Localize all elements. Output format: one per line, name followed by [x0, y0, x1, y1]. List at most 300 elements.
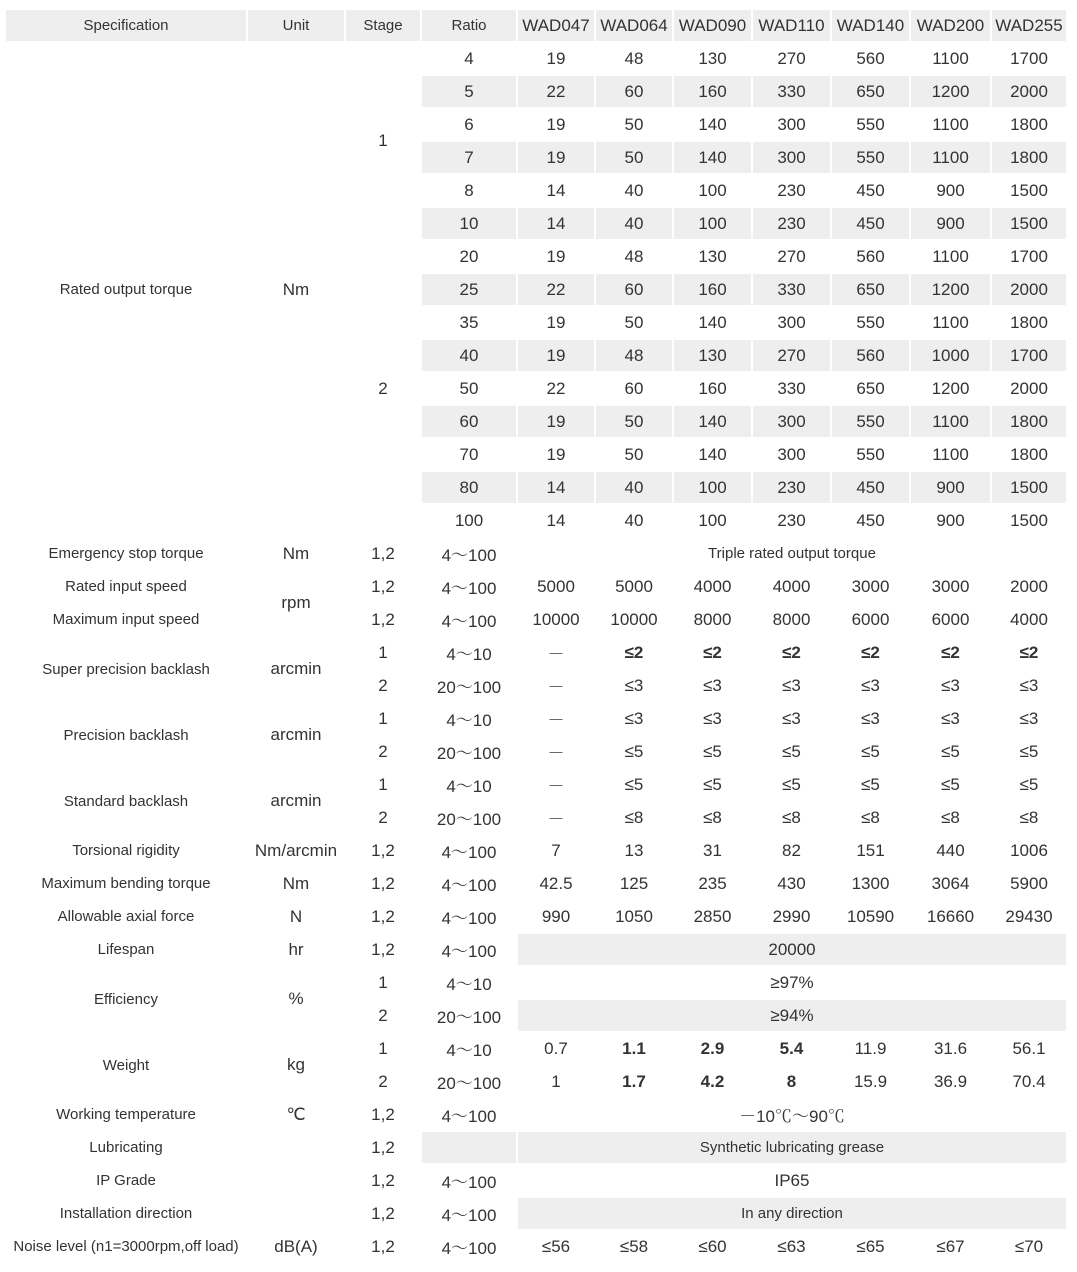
stage-cell: 2 — [346, 241, 420, 536]
value-cell: 2000 — [992, 76, 1066, 107]
value-cell: 450 — [832, 505, 909, 536]
table-row — [6, 538, 1066, 569]
value-cell: 40 — [596, 175, 672, 206]
value-cell: 140 — [674, 307, 751, 338]
value-cell: 3000 — [832, 571, 909, 602]
value-cell: 1100 — [911, 406, 990, 437]
value-cell: 31.6 — [911, 1033, 990, 1064]
unit-cell: rpm — [248, 571, 344, 635]
spec-label: Emergency stop torque — [6, 538, 246, 569]
value-cell: ≤5 — [674, 736, 751, 767]
stage-cell: 1,2 — [346, 835, 420, 866]
value-cell: 19 — [518, 241, 594, 272]
value-cell: 14 — [518, 175, 594, 206]
header-model: WAD140 — [832, 10, 909, 41]
table-row — [6, 703, 1066, 734]
ratio-cell: 4～100 — [422, 604, 516, 635]
value-cell: 100 — [674, 505, 751, 536]
unit-cell: Nm — [248, 43, 344, 536]
value-cell: 29430 — [992, 901, 1066, 932]
value-cell: 270 — [753, 43, 830, 74]
unit-cell: arcmin — [248, 637, 344, 701]
stage-cell: 2 — [346, 802, 420, 833]
value-cell: 48 — [596, 241, 672, 272]
value-cell: In any direction — [518, 1198, 1066, 1229]
header-specification: Specification — [6, 10, 246, 41]
stage-cell: 2 — [346, 670, 420, 701]
ratio-cell: 4～100 — [422, 868, 516, 899]
value-cell: 450 — [832, 208, 909, 239]
value-cell: － — [518, 670, 594, 701]
value-cell: 230 — [753, 175, 830, 206]
value-cell: 140 — [674, 406, 751, 437]
ratio-cell: 6 — [422, 109, 516, 140]
value-cell: 10000 — [596, 604, 672, 635]
unit-cell: ℃ — [248, 1099, 344, 1130]
value-cell: 60 — [596, 274, 672, 305]
value-cell: ≤5 — [832, 736, 909, 767]
value-cell: 900 — [911, 505, 990, 536]
value-cell: 450 — [832, 472, 909, 503]
table-row — [6, 868, 1066, 899]
value-cell: 160 — [674, 373, 751, 404]
value-cell: 8 — [753, 1066, 830, 1097]
value-cell: 50 — [596, 439, 672, 470]
header-model: WAD110 — [753, 10, 830, 41]
value-cell: 11.9 — [832, 1033, 909, 1064]
value-cell: 1100 — [911, 439, 990, 470]
unit-cell — [248, 1165, 344, 1196]
ratio-cell — [422, 1132, 516, 1163]
value-cell: ≤5 — [992, 736, 1066, 767]
ratio-cell: 20～100 — [422, 1000, 516, 1031]
spec-label: Precision backlash — [6, 703, 246, 767]
value-cell: ≤70 — [992, 1231, 1066, 1262]
ratio-cell: 20 — [422, 241, 516, 272]
value-cell: Triple rated output torque — [518, 538, 1066, 569]
value-cell: 1200 — [911, 274, 990, 305]
spec-label: IP Grade — [6, 1165, 246, 1196]
value-cell: 235 — [674, 868, 751, 899]
value-cell: 14 — [518, 472, 594, 503]
value-cell: 270 — [753, 340, 830, 371]
value-cell: 19 — [518, 109, 594, 140]
stage-cell: 1 — [346, 637, 420, 668]
table-row — [6, 1033, 1066, 1064]
ratio-cell: 20～100 — [422, 1066, 516, 1097]
value-cell: 3000 — [911, 571, 990, 602]
value-cell: 300 — [753, 142, 830, 173]
ratio-cell: 4～10 — [422, 769, 516, 800]
value-cell: ≤8 — [832, 802, 909, 833]
ratio-cell: 4～100 — [422, 571, 516, 602]
value-cell: ≤3 — [832, 703, 909, 734]
ratio-cell: 4～10 — [422, 967, 516, 998]
ratio-cell: 4～100 — [422, 901, 516, 932]
ratio-cell: 8 — [422, 175, 516, 206]
value-cell: 22 — [518, 274, 594, 305]
value-cell: 2000 — [992, 274, 1066, 305]
table-row — [6, 571, 1066, 602]
unit-cell: arcmin — [248, 703, 344, 767]
ratio-cell: 20～100 — [422, 670, 516, 701]
value-cell: 0.7 — [518, 1033, 594, 1064]
value-cell: 15.9 — [832, 1066, 909, 1097]
value-cell: 22 — [518, 373, 594, 404]
value-cell: 1100 — [911, 142, 990, 173]
value-cell: ≤3 — [596, 670, 672, 701]
stage-cell: 1,2 — [346, 538, 420, 569]
value-cell: ≤3 — [674, 670, 751, 701]
stage-cell: 1,2 — [346, 1132, 420, 1163]
ratio-cell: 70 — [422, 439, 516, 470]
value-cell: ≤3 — [832, 670, 909, 701]
value-cell: 1100 — [911, 241, 990, 272]
value-cell: 1 — [518, 1066, 594, 1097]
table-row — [6, 1231, 1066, 1262]
unit-cell: Nm — [248, 868, 344, 899]
spec-label: Rated output torque — [6, 43, 246, 536]
header-model: WAD090 — [674, 10, 751, 41]
value-cell: 1800 — [992, 406, 1066, 437]
value-cell: ≤3 — [911, 670, 990, 701]
value-cell: 7 — [518, 835, 594, 866]
specification-table — [4, 8, 1068, 1264]
value-cell: ≤58 — [596, 1231, 672, 1262]
unit-cell: % — [248, 967, 344, 1031]
value-cell: ≤3 — [753, 703, 830, 734]
header-model: WAD255 — [992, 10, 1066, 41]
value-cell: 82 — [753, 835, 830, 866]
table-row — [6, 604, 1066, 635]
value-cell: 6000 — [911, 604, 990, 635]
ratio-cell: 4～10 — [422, 703, 516, 734]
stage-cell: 1 — [346, 703, 420, 734]
stage-cell: 1,2 — [346, 604, 420, 635]
value-cell: 8000 — [753, 604, 830, 635]
value-cell: ≤2 — [674, 637, 751, 668]
value-cell: 1700 — [992, 43, 1066, 74]
value-cell: 1.7 — [596, 1066, 672, 1097]
ratio-cell: 40 — [422, 340, 516, 371]
value-cell: 140 — [674, 439, 751, 470]
spec-label: Torsional rigidity — [6, 835, 246, 866]
value-cell: 19 — [518, 142, 594, 173]
value-cell: ≤8 — [674, 802, 751, 833]
stage-cell: 1 — [346, 967, 420, 998]
value-cell: 140 — [674, 109, 751, 140]
stage-cell: 1 — [346, 43, 420, 239]
value-cell: 1200 — [911, 373, 990, 404]
value-cell: 19 — [518, 43, 594, 74]
value-cell: 1700 — [992, 241, 1066, 272]
stage-cell: 2 — [346, 1066, 420, 1097]
ratio-cell: 4～100 — [422, 538, 516, 569]
table-row — [6, 1132, 1066, 1163]
header-row — [6, 10, 1066, 41]
spec-label: Efficiency — [6, 967, 246, 1031]
stage-cell: 1,2 — [346, 1231, 420, 1262]
value-cell: 1800 — [992, 307, 1066, 338]
value-cell: ≤56 — [518, 1231, 594, 1262]
value-cell: 900 — [911, 175, 990, 206]
ratio-cell: 20～100 — [422, 802, 516, 833]
value-cell: 1500 — [992, 505, 1066, 536]
stage-cell: 1,2 — [346, 1165, 420, 1196]
unit-cell: dB(A) — [248, 1231, 344, 1262]
value-cell: 140 — [674, 142, 751, 173]
header-model: WAD064 — [596, 10, 672, 41]
value-cell: ≤8 — [596, 802, 672, 833]
table-row — [6, 967, 1066, 998]
value-cell: 230 — [753, 472, 830, 503]
value-cell: ≤67 — [911, 1231, 990, 1262]
stage-cell: 1 — [346, 769, 420, 800]
value-cell: 4000 — [753, 571, 830, 602]
ratio-cell: 100 — [422, 505, 516, 536]
value-cell: 560 — [832, 340, 909, 371]
unit-cell — [248, 1198, 344, 1229]
value-cell: ≤2 — [832, 637, 909, 668]
value-cell: 230 — [753, 505, 830, 536]
value-cell: ≤63 — [753, 1231, 830, 1262]
value-cell: ≤5 — [911, 736, 990, 767]
value-cell: 50 — [596, 406, 672, 437]
spec-label: Super precision backlash — [6, 637, 246, 701]
ratio-cell: 7 — [422, 142, 516, 173]
value-cell: 48 — [596, 340, 672, 371]
value-cell: 430 — [753, 868, 830, 899]
value-cell: 550 — [832, 109, 909, 140]
value-cell: 14 — [518, 208, 594, 239]
value-cell: 19 — [518, 406, 594, 437]
value-cell: 1500 — [992, 472, 1066, 503]
value-cell: ≤3 — [992, 670, 1066, 701]
value-cell: 1100 — [911, 109, 990, 140]
value-cell: 1006 — [992, 835, 1066, 866]
value-cell: ≤3 — [992, 703, 1066, 734]
value-cell: 650 — [832, 76, 909, 107]
value-cell: 550 — [832, 406, 909, 437]
ratio-cell: 4～100 — [422, 934, 516, 965]
value-cell: 2000 — [992, 373, 1066, 404]
stage-cell: 2 — [346, 1000, 420, 1031]
value-cell: 42.5 — [518, 868, 594, 899]
value-cell: 270 — [753, 241, 830, 272]
value-cell: 19 — [518, 340, 594, 371]
header-unit: Unit — [248, 10, 344, 41]
value-cell: － — [518, 703, 594, 734]
header-model: WAD047 — [518, 10, 594, 41]
unit-cell: hr — [248, 934, 344, 965]
stage-cell: 1,2 — [346, 868, 420, 899]
value-cell: 900 — [911, 208, 990, 239]
value-cell: 40 — [596, 208, 672, 239]
value-cell: ≤65 — [832, 1231, 909, 1262]
table-row — [6, 1099, 1066, 1130]
value-cell: 31 — [674, 835, 751, 866]
stage-cell: 1 — [346, 1033, 420, 1064]
ratio-cell: 4 — [422, 43, 516, 74]
spec-label: Standard backlash — [6, 769, 246, 833]
value-cell: 1100 — [911, 307, 990, 338]
value-cell: 125 — [596, 868, 672, 899]
value-cell: 5000 — [596, 571, 672, 602]
value-cell: ≤2 — [911, 637, 990, 668]
value-cell: 60 — [596, 373, 672, 404]
value-cell: 1700 — [992, 340, 1066, 371]
value-cell: 130 — [674, 43, 751, 74]
value-cell: 650 — [832, 373, 909, 404]
value-cell: 22 — [518, 76, 594, 107]
spec-label: Maximum bending torque — [6, 868, 246, 899]
value-cell: 20000 — [518, 934, 1066, 965]
ratio-cell: 4～10 — [422, 637, 516, 668]
value-cell: ≤5 — [753, 769, 830, 800]
value-cell: 560 — [832, 241, 909, 272]
ratio-cell: 25 — [422, 274, 516, 305]
value-cell: 5000 — [518, 571, 594, 602]
value-cell: ≤3 — [674, 703, 751, 734]
value-cell: 1050 — [596, 901, 672, 932]
unit-cell: Nm/arcmin — [248, 835, 344, 866]
value-cell: 300 — [753, 307, 830, 338]
value-cell: 48 — [596, 43, 672, 74]
spec-label: Working temperature — [6, 1099, 246, 1130]
value-cell: 70.4 — [992, 1066, 1066, 1097]
value-cell: 1800 — [992, 109, 1066, 140]
spec-label: Noise level (n1=3000rpm,off load) — [6, 1231, 246, 1262]
ratio-cell: 10 — [422, 208, 516, 239]
value-cell: 300 — [753, 439, 830, 470]
value-cell: 40 — [596, 472, 672, 503]
value-cell: ≤5 — [753, 736, 830, 767]
ratio-cell: 4～100 — [422, 1198, 516, 1229]
value-cell: 1800 — [992, 439, 1066, 470]
value-cell: － — [518, 637, 594, 668]
ratio-cell: 4～100 — [422, 1231, 516, 1262]
table-row — [6, 934, 1066, 965]
ratio-cell: 35 — [422, 307, 516, 338]
value-cell: ≤5 — [832, 769, 909, 800]
table-row — [6, 835, 1066, 866]
stage-cell: 1,2 — [346, 901, 420, 932]
value-cell: 900 — [911, 472, 990, 503]
value-cell: 3064 — [911, 868, 990, 899]
value-cell: 2990 — [753, 901, 830, 932]
ratio-cell: 60 — [422, 406, 516, 437]
stage-cell: 1,2 — [346, 571, 420, 602]
value-cell: ≤3 — [911, 703, 990, 734]
value-cell: 100 — [674, 208, 751, 239]
value-cell: ≤8 — [992, 802, 1066, 833]
ratio-cell: 80 — [422, 472, 516, 503]
value-cell: 1000 — [911, 340, 990, 371]
ratio-cell: 50 — [422, 373, 516, 404]
value-cell: 1800 — [992, 142, 1066, 173]
value-cell: 1200 — [911, 76, 990, 107]
ratio-cell: 4～100 — [422, 835, 516, 866]
value-cell: 13 — [596, 835, 672, 866]
unit-cell: N — [248, 901, 344, 932]
value-cell: 56.1 — [992, 1033, 1066, 1064]
table-row — [6, 637, 1066, 668]
spec-label: Weight — [6, 1033, 246, 1097]
value-cell: 36.9 — [911, 1066, 990, 1097]
value-cell: 160 — [674, 76, 751, 107]
value-cell: 2850 — [674, 901, 751, 932]
table-row — [6, 769, 1066, 800]
value-cell: 50 — [596, 142, 672, 173]
value-cell: 230 — [753, 208, 830, 239]
value-cell: 1100 — [911, 43, 990, 74]
value-cell: 130 — [674, 241, 751, 272]
value-cell: － — [518, 769, 594, 800]
value-cell: 10000 — [518, 604, 594, 635]
unit-cell: Nm — [248, 538, 344, 569]
value-cell: 2.9 — [674, 1033, 751, 1064]
value-cell: 1500 — [992, 208, 1066, 239]
value-cell: ≥94% — [518, 1000, 1066, 1031]
value-cell: 19 — [518, 439, 594, 470]
value-cell: 300 — [753, 406, 830, 437]
value-cell: 16660 — [911, 901, 990, 932]
ratio-cell: 5 — [422, 76, 516, 107]
value-cell: 8000 — [674, 604, 751, 635]
value-cell: 2000 — [992, 571, 1066, 602]
ratio-cell: 4～100 — [422, 1165, 516, 1196]
value-cell: 650 — [832, 274, 909, 305]
value-cell: 151 — [832, 835, 909, 866]
unit-cell: kg — [248, 1033, 344, 1097]
value-cell: 19 — [518, 307, 594, 338]
value-cell: ≤5 — [911, 769, 990, 800]
value-cell: Synthetic lubricating grease — [518, 1132, 1066, 1163]
value-cell: 1500 — [992, 175, 1066, 206]
spec-label: Installation direction — [6, 1198, 246, 1229]
value-cell: ≤5 — [992, 769, 1066, 800]
value-cell: 130 — [674, 340, 751, 371]
value-cell: 160 — [674, 274, 751, 305]
table-row — [6, 1165, 1066, 1196]
value-cell: 4.2 — [674, 1066, 751, 1097]
table-row — [6, 1198, 1066, 1229]
value-cell: 440 — [911, 835, 990, 866]
value-cell: 450 — [832, 175, 909, 206]
value-cell: 5900 — [992, 868, 1066, 899]
table-row — [6, 901, 1066, 932]
spec-label: Allowable axial force — [6, 901, 246, 932]
stage-cell: 1,2 — [346, 1198, 420, 1229]
value-cell: 550 — [832, 307, 909, 338]
header-stage: Stage — [346, 10, 420, 41]
value-cell: 60 — [596, 76, 672, 107]
value-cell: －10℃～90℃ — [518, 1099, 1066, 1130]
spec-label: Lubricating — [6, 1132, 246, 1163]
value-cell: 550 — [832, 439, 909, 470]
spec-label: Rated input speed — [6, 571, 246, 602]
header-model: WAD200 — [911, 10, 990, 41]
value-cell: 100 — [674, 175, 751, 206]
value-cell: ≤60 — [674, 1231, 751, 1262]
spec-label: Lifespan — [6, 934, 246, 965]
value-cell: 1.1 — [596, 1033, 672, 1064]
spec-label: Maximum input speed — [6, 604, 246, 635]
value-cell: 550 — [832, 142, 909, 173]
unit-cell — [248, 1132, 344, 1163]
value-cell: 4000 — [674, 571, 751, 602]
value-cell: ≤3 — [753, 670, 830, 701]
